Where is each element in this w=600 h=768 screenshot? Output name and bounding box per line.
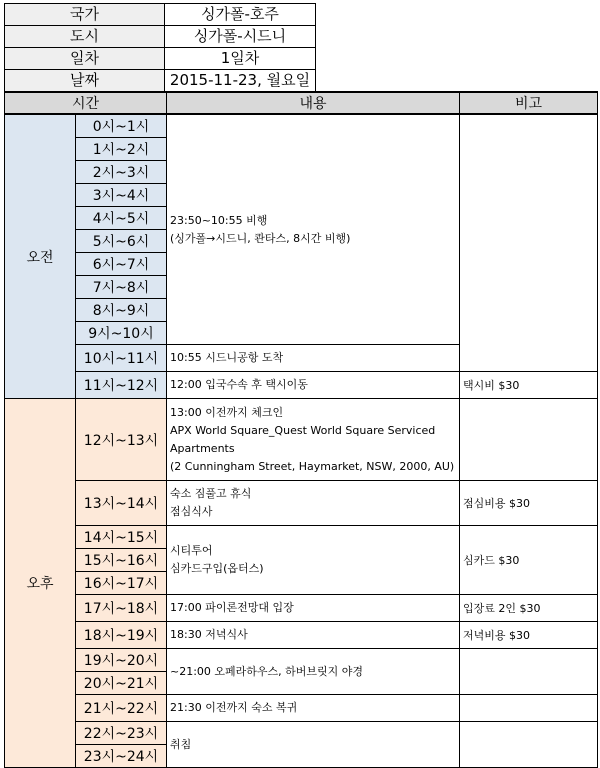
content-tour	[167, 526, 460, 595]
note-empty	[460, 399, 598, 481]
day-label: 일차	[5, 48, 165, 70]
time-cell: 4시~5시	[76, 207, 167, 230]
content-dinner: 18:30 저녁식사	[167, 622, 460, 649]
time-cell: 21시~22시	[76, 695, 167, 722]
time-cell: 10시~11시	[76, 345, 167, 372]
table-row	[5, 481, 598, 526]
table-row	[5, 114, 598, 138]
time-cell: 3시~4시	[76, 184, 167, 207]
info-row-city	[5, 26, 316, 48]
trip-info-table	[4, 3, 316, 92]
time-cell: 16시~17시	[76, 572, 167, 595]
time-cell: 13시~14시	[76, 481, 167, 526]
note-entry: 입장료 2인 $30	[460, 595, 598, 622]
time-cell: 8시~9시	[76, 299, 167, 322]
time-cell: 6시~7시	[76, 253, 167, 276]
schedule-table	[4, 91, 598, 768]
content-sleep: 취침	[167, 722, 460, 768]
info-row-day	[5, 48, 316, 70]
time-cell: 1시~2시	[76, 138, 167, 161]
content-line: 심카드구입(옵터스)	[170, 562, 264, 575]
time-cell: 12시~13시	[76, 399, 167, 481]
time-cell: 18시~19시	[76, 622, 167, 649]
table-row	[5, 695, 598, 722]
info-row-date	[5, 70, 316, 92]
note-empty	[460, 695, 598, 722]
content-line: 숙소 짐풀고 휴식	[170, 487, 252, 500]
table-row	[5, 399, 598, 481]
city-value: 싱가폴-시드니	[165, 26, 316, 48]
country-label: 국가	[5, 4, 165, 26]
header-content: 내용	[167, 92, 460, 114]
time-cell: 22시~23시	[76, 722, 167, 745]
content-checkin	[167, 399, 460, 481]
content-line: 23:50~10:55 비행	[170, 213, 268, 227]
table-row	[5, 595, 598, 622]
content-return: 21:30 이전까지 숙소 복귀	[167, 695, 460, 722]
content-line: 점심식사	[170, 505, 213, 518]
note-lunch: 점심비용 $30	[460, 481, 598, 526]
content-rest	[167, 481, 460, 526]
table-row	[5, 722, 598, 745]
content-pyrmont: 17:00 파이론전망대 입장	[167, 595, 460, 622]
country-value: 싱가폴-호주	[165, 4, 316, 26]
note-taxi: 택시비 $30	[460, 372, 598, 399]
time-cell: 19시~20시	[76, 649, 167, 672]
date-label: 날짜	[5, 70, 165, 92]
time-cell: 23시~24시	[76, 745, 167, 768]
day-value: 1일차	[165, 48, 316, 70]
time-cell: 14시~15시	[76, 526, 167, 549]
time-cell: 11시~12시	[76, 372, 167, 399]
time-cell: 7시~8시	[76, 276, 167, 299]
time-cell: 2시~3시	[76, 161, 167, 184]
content-line: 13:00 이전까지 체크인	[170, 405, 284, 419]
content-line: APX World Square_Quest World Square Serviced Apartments	[170, 423, 436, 455]
info-row-country	[5, 4, 316, 26]
table-row	[5, 526, 598, 549]
content-flight	[167, 114, 460, 345]
time-cell: 0시~1시	[76, 114, 167, 138]
note-empty	[460, 114, 598, 372]
period-am: 오전	[5, 114, 76, 399]
content-arrive: 10:55 시드니공항 도착	[167, 345, 460, 372]
content-opera: ~21:00 오페라하우스, 하버브릿지 야경	[167, 649, 460, 695]
content-line: (2 Cunningham Street, Haymarket, NSW, 2000, AU)	[170, 459, 455, 473]
table-row	[5, 649, 598, 672]
note-dinner: 저녁비용 $30	[460, 622, 598, 649]
content-line: 시티투어	[170, 544, 213, 557]
content-immigration: 12:00 입국수속 후 택시이동	[167, 372, 460, 399]
header-time: 시간	[5, 92, 167, 114]
time-cell: 17시~18시	[76, 595, 167, 622]
note-simcard: 심카드 $30	[460, 526, 598, 595]
schedule-header-row	[5, 92, 598, 114]
time-cell: 15시~16시	[76, 549, 167, 572]
time-cell: 9시~10시	[76, 322, 167, 345]
period-pm: 오후	[5, 399, 76, 768]
time-cell: 20시~21시	[76, 672, 167, 695]
city-label: 도시	[5, 26, 165, 48]
table-row	[5, 622, 598, 649]
header-note: 비고	[460, 92, 598, 114]
date-value: 2015-11-23, 월요일	[165, 70, 316, 92]
content-line: (싱가폴→시드니, 콴타스, 8시간 비행)	[170, 231, 351, 245]
table-row	[5, 372, 598, 399]
time-cell: 5시~6시	[76, 230, 167, 253]
note-empty	[460, 649, 598, 695]
